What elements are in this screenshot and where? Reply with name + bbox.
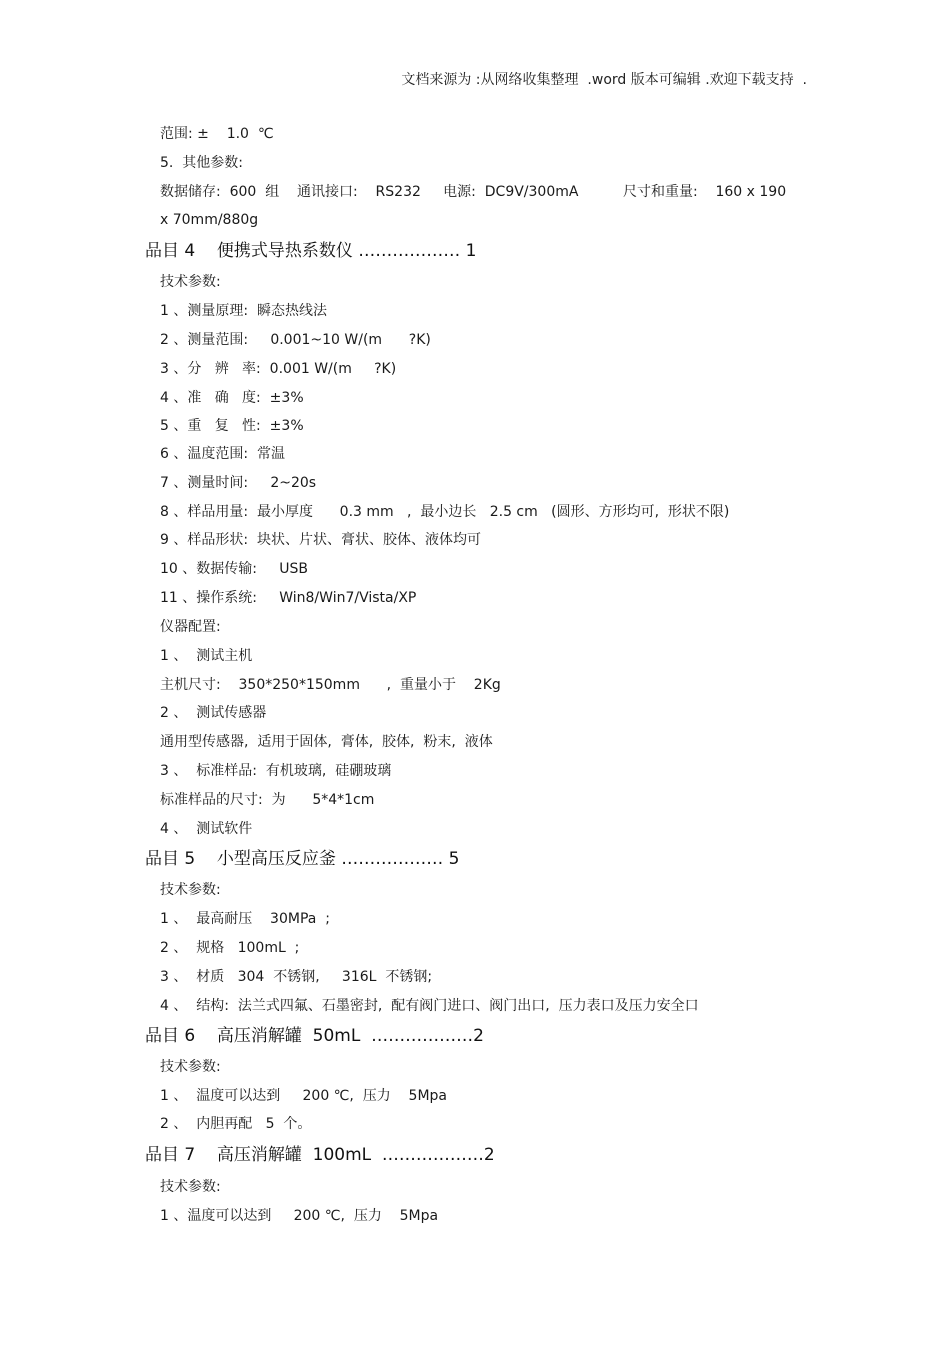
other-params-label: 5. 其他参数:: [160, 155, 243, 171]
item6-param: 1 、 温度可以达到 200 ℃, 压力 5Mpa: [160, 1088, 448, 1104]
item4-param: 4 、准 确 度: ±3%: [160, 390, 304, 406]
item4-heading: 品目 4 便携式导热系数仪 ……………… 1: [145, 241, 477, 261]
item7-heading: 品目 7 高压消解罐 100mL ………………2: [145, 1145, 495, 1165]
data-storage-line: 数据储存: 600 组 通讯接口: RS232 电源: DC9V/300mA 尺寸和重量: 160 x 190: [160, 184, 787, 200]
item4-param: 1 、测量原理: 瞬态热线法: [160, 303, 327, 319]
item6-heading: 品目 6 高压消解罐 50mL ………………2: [145, 1026, 484, 1046]
item5-param: 1 、 最高耐压 30MPa ;: [160, 911, 330, 927]
item4-param: 2 、测量范围: 0.001~10 W/(m ?K): [160, 332, 431, 348]
range-line: 范围: ± 1.0 ℃: [160, 126, 274, 142]
item4-param: 6 、温度范围: 常温: [160, 446, 285, 462]
item7-param: 1 、温度可以达到 200 ℃, 压力 5Mpa: [160, 1208, 439, 1224]
page-header: 文档来源为 :从网络收集整理 .word 版本可编辑 .欢迎下载支持 .: [401, 72, 807, 88]
item4-param: 9 、样品形状: 块状、片状、膏状、胶体、液体均可: [160, 532, 481, 548]
item5-tech-label: 技术参数:: [160, 882, 221, 898]
item6-tech-label: 技术参数:: [160, 1059, 221, 1075]
item7-tech-label: 技术参数:: [160, 1179, 221, 1195]
item4-param: 7 、测量时间: 2~20s: [160, 475, 317, 491]
item4-config-item: 4 、 测试软件: [160, 821, 253, 837]
item4-param: 8 、样品用量: 最小厚度 0.3 mm , 最小边长 2.5 cm (圆形、方形均可, 形状不限): [160, 504, 730, 520]
item5-param: 2 、 规格 100mL ;: [160, 940, 300, 956]
dimensions-line: x 70mm/880g: [160, 212, 259, 228]
item5-heading: 品目 5 小型高压反应釜 ……………… 5: [145, 849, 460, 869]
item5-param: 3 、 材质 304 不锈钢, 316L 不锈钢;: [160, 969, 433, 985]
item4-config-item: 主机尺寸: 350*250*150mm , 重量小于 2Kg: [160, 677, 501, 693]
item4-config-item: 标准样品的尺寸: 为 5*4*1cm: [160, 792, 375, 808]
item4-config-label: 仪器配置:: [160, 619, 221, 635]
item4-param: 5 、重 复 性: ±3%: [160, 418, 304, 434]
item4-tech-label: 技术参数:: [160, 274, 221, 290]
item4-param: 3 、分 辨 率: 0.001 W/(m ?K): [160, 361, 397, 377]
item4-config-item: 2 、 测试传感器: [160, 705, 267, 721]
item4-config-item: 1 、 测试主机: [160, 648, 253, 664]
item4-config-item: 通用型传感器, 适用于固体, 膏体, 胶体, 粉末, 液体: [160, 734, 493, 750]
item4-param: 10 、数据传输: USB: [160, 561, 308, 577]
item4-param: 11 、操作系统: Win8/Win7/Vista/XP: [160, 590, 417, 606]
item4-config-item: 3 、 标准样品: 有机玻璃, 硅硼玻璃: [160, 763, 392, 779]
item6-param: 2 、 内胆再配 5 个。: [160, 1116, 312, 1132]
item5-param: 4 、 结构: 法兰式四氟、石墨密封, 配有阀门进口、阀门出口, 压力表口及压力安全口: [160, 998, 699, 1014]
